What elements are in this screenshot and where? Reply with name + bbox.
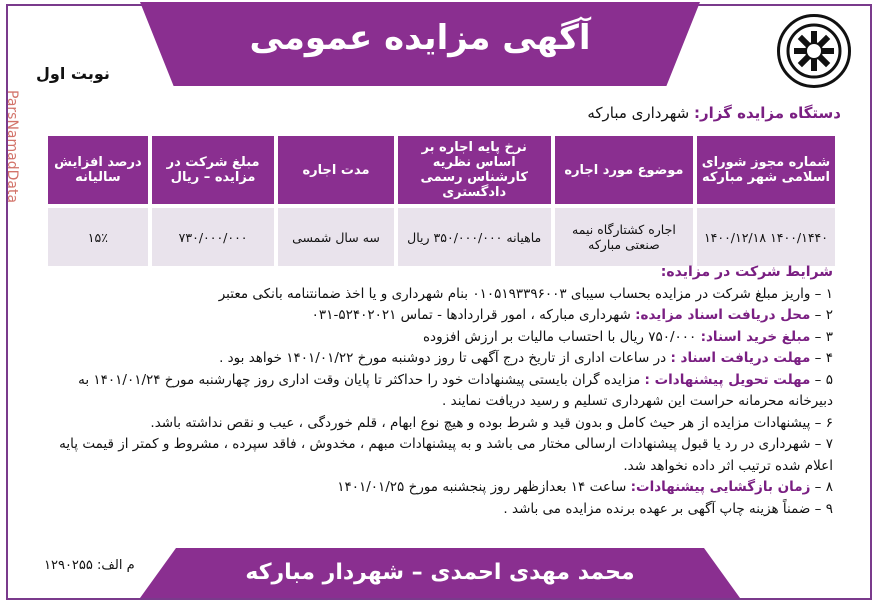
condition-num: ۷ bbox=[825, 436, 833, 452]
condition-text: واریز مبلغ شرکت در مزایده بحساب سیبای ۰۱۰۵۱۹۳۳۹۶۰۰۳ بنام شهرداری و یا اخذ ضمانتنامه بانکی معتبر bbox=[218, 285, 811, 302]
table-row bbox=[48, 208, 835, 266]
condition-text: ضمناً هزینه چاپ آگهی بر عهده برنده مزایده می باشد . bbox=[503, 500, 811, 517]
col-duration: مدت اجاره bbox=[278, 136, 393, 204]
organizer-label: دستگاه مزایده گزار: bbox=[694, 104, 841, 122]
condition-item: ۴ – مهلت دریافت اسناد : در ساعات اداری از تاریخ درج آگهی تا روز دوشنبه مورخ ۱۴۰۱/۰۱/۲۲ خواهد بود . bbox=[219, 350, 833, 366]
signature: محمد مهدی احمدی – شهردار مبارکه bbox=[245, 560, 635, 585]
condition-num: ۸ bbox=[825, 479, 833, 495]
cell-deposit: ۷۳۰/۰۰۰/۰۰۰ bbox=[152, 208, 275, 266]
condition-text: شهرداری در رد یا قبول پیشنهادات ارسالی مختار می باشد و به پیشنهادات مبهم ، مخدوش ، فاقد سپرده ، مشروط و کمتر از قیمت پایه اعلام شده ترتیب اثر داده نخواهد شد. bbox=[59, 436, 833, 474]
notice-title: آگهی مزایده عمومی bbox=[249, 18, 591, 58]
organizer-name: شهرداری مبارکه bbox=[587, 104, 690, 122]
condition-text: مزایده گران بایستی پیشنهادات خود را حداکثر تا پایان وقت اداری روز چهارشنبه مورخ ۱۴۰۱/۰۱/۲۴ به دبیرخانه محرمانه حراست این شهرداری تسلیم و رسید دریافت نمایند . bbox=[78, 371, 833, 409]
condition-label: مبلغ خرید اسناد: bbox=[700, 328, 811, 345]
condition-item: ۵ – مهلت تحویل پیشنهادات : مزایده گران بایستی پیشنهادات خود را حداکثر تا پایان وقت اداری روز چهارشنبه مورخ ۱۴۰۱/۰۱/۲۴ به دبیرخانه محرمانه حراست این شهرداری تسلیم و رسید دریافت نمایند . bbox=[78, 371, 833, 409]
organizer bbox=[587, 104, 841, 122]
condition-text: شهرداری مبارکه ، امور قراردادها - تماس ۵۲۴۰۲۰۲۱-۰۳۱ bbox=[311, 307, 631, 323]
condition-num: ۲ bbox=[825, 307, 833, 323]
cell-duration: سه سال شمسی bbox=[278, 208, 393, 266]
cell-permit: ۱۴۰۰/۱۴۴۰ ۱۴۰۰/۱۲/۱۸ bbox=[697, 208, 835, 266]
publication-code: م الف: ۱۲۹۰۲۵۵ bbox=[44, 558, 135, 573]
col-subject: موضوع مورد اجاره bbox=[555, 136, 693, 204]
publication-round: نوبت اول bbox=[36, 64, 110, 83]
conditions-heading: شرایط شرکت در مزایده: bbox=[660, 264, 833, 280]
col-base-rate: نرخ پایه اجاره بر اساس نظریه کارشناس رسمی دادگستری bbox=[398, 136, 551, 204]
condition-label: مهلت تحویل پیشنهادات : bbox=[644, 371, 811, 388]
watermark-text: ParsNamadData bbox=[4, 90, 20, 204]
condition-item: ۷ – شهرداری در رد یا قبول پیشنهادات ارسالی مختار می باشد و به پیشنهادات مبهم ، مخدوش ، فاقد سپرده ، مشروط و کمتر از قیمت پایه اعلام شده ترتیب اثر داده نخواهد شد. bbox=[59, 436, 833, 474]
cell-annual-increase: ۱۵٪ bbox=[48, 208, 148, 266]
col-permit: شماره مجوز شورای اسلامی شهر مبارکه bbox=[697, 136, 835, 204]
municipality-logo-icon bbox=[777, 14, 851, 88]
condition-label: محل دریافت اسناد مزایده: bbox=[635, 307, 811, 323]
condition-label: زمان بازگشایی پیشنهادات: bbox=[630, 479, 811, 495]
condition-item: ۱ – واریز مبلغ شرکت در مزایده بحساب سیبای ۰۱۰۵۱۹۳۳۹۶۰۰۳ بنام شهرداری و یا اخذ ضمانتنامه بانکی معتبر bbox=[218, 285, 833, 302]
condition-item: ۳ – مبلغ خرید اسناد: ۷۵۰/۰۰۰ ریال با احتساب مالیات بر ارزش افزوده bbox=[422, 328, 833, 345]
condition-item: ۹ – ضمناً هزینه چاپ آگهی بر عهده برنده مزایده می باشد . bbox=[503, 500, 833, 517]
condition-text: ۷۵۰/۰۰۰ ریال با احتساب مالیات بر ارزش افزوده bbox=[422, 328, 697, 345]
col-annual-increase: درصد افزایش سالیانه bbox=[48, 136, 148, 204]
condition-item: ۸ – زمان بازگشایی پیشنهادات: ساعت ۱۴ بعدازظهر روز پنجشنبه مورخ ۱۴۰۱/۰۱/۲۵ bbox=[337, 479, 833, 495]
condition-num: ۵ bbox=[825, 371, 833, 388]
cell-base-rate: ماهیانه ۳۵۰/۰۰۰/۰۰۰ ریال bbox=[398, 208, 551, 266]
col-deposit: مبلغ شرکت در مزایده – ریال bbox=[152, 136, 275, 204]
condition-item: ۶ – پیشنهادات مزایده از هر حیث کامل و بدون قید و شرط بوده و هیچ نوع ابهام ، قلم خوردگی ، عیب و نقص نداشته باشد. bbox=[150, 414, 833, 431]
auction-table bbox=[44, 132, 839, 270]
condition-label: مهلت دریافت اسناد : bbox=[670, 350, 811, 366]
condition-num: ۳ bbox=[825, 328, 833, 345]
condition-text: پیشنهادات مزایده از هر حیث کامل و بدون قید و شرط بوده و هیچ نوع ابهام ، قلم خوردگی ، عیب و نقص نداشته باشد. bbox=[150, 414, 811, 431]
table-header-row bbox=[48, 136, 835, 204]
condition-num: ۶ bbox=[825, 414, 833, 431]
condition-num: ۴ bbox=[825, 350, 833, 366]
condition-num: ۱ bbox=[825, 285, 833, 302]
conditions-section bbox=[33, 262, 833, 520]
condition-text: در ساعات اداری از تاریخ درج آگهی تا روز دوشنبه مورخ ۱۴۰۱/۰۱/۲۲ خواهد بود . bbox=[219, 350, 667, 366]
condition-num: ۹ bbox=[825, 500, 833, 517]
cell-subject: اجاره کشتارگاه نیمه صنعتی مبارکه bbox=[555, 208, 693, 266]
condition-item: ۲ – محل دریافت اسناد مزایده: شهرداری مبارکه ، امور قراردادها - تماس ۵۲۴۰۲۰۲۱-۰۳۱ bbox=[311, 307, 833, 323]
condition-text: ساعت ۱۴ بعدازظهر روز پنجشنبه مورخ ۱۴۰۱/۰۱/۲۵ bbox=[337, 479, 627, 495]
